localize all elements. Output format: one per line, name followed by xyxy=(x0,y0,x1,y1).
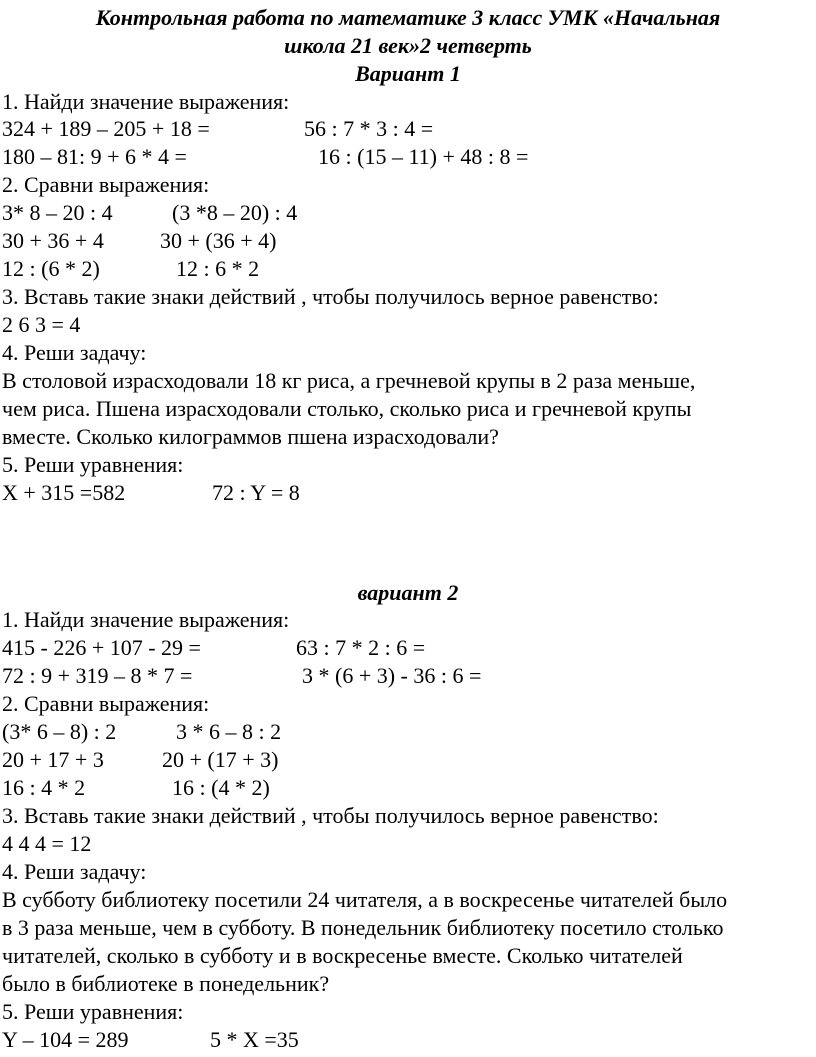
variant-1-heading: Вариант 1 xyxy=(355,61,461,86)
v1-task1-expr-1: 324 + 189 – 205 + 18 = xyxy=(2,116,210,141)
v2-task1-label: 1. Найди значение выражения: xyxy=(2,607,290,632)
v1-task2-right-1: (3 *8 – 20) : 4 xyxy=(172,200,298,225)
document-title-line-2: школа 21 век»2 четверть xyxy=(284,33,532,58)
v1-task3-label: 3. Вставь такие знаки действий , чтобы получилось верное равенство: xyxy=(2,284,659,309)
v1-task4-text-3: вместе. Сколько килограммов пшена израсходовали? xyxy=(2,424,499,449)
v1-task2-right-2: 30 + (36 + 4) xyxy=(160,228,277,253)
v1-task1-expr-2: 56 : 7 * 3 : 4 = xyxy=(304,116,434,141)
v2-task4-label: 4. Реши задачу: xyxy=(2,859,147,884)
v2-task5-equation-1: Y – 104 = 289 xyxy=(2,1027,129,1052)
v1-task2-left-3: 12 : (6 * 2) xyxy=(2,256,100,281)
v2-task5-equation-2: 5 * Х =35 xyxy=(210,1027,299,1052)
v1-task2-label: 2. Сравни выражения: xyxy=(2,172,210,197)
document-title-line-1: Контрольная работа по математике 3 класс УМК «Начальная xyxy=(95,5,721,30)
v1-task5-equation-1: Х + 315 =582 xyxy=(2,480,126,505)
v2-task2-left-3: 16 : 4 * 2 xyxy=(2,775,86,800)
v1-task1-expr-4: 16 : (15 – 11) + 48 : 8 = xyxy=(318,144,529,169)
v1-task2-left-2: 30 + 36 + 4 xyxy=(2,228,104,253)
v2-task4-text-4: было в библиотеке в понедельник? xyxy=(2,971,330,996)
v1-task5-equation-2: 72 : Y = 8 xyxy=(212,480,300,505)
v2-task2-right-2: 20 + (17 + 3) xyxy=(162,747,279,772)
v1-task3-expr: 2 6 3 = 4 xyxy=(2,312,81,337)
variant-2-heading: вариант 2 xyxy=(357,580,459,605)
v2-task1-expr-4: 3 * (6 + 3) - 36 : 6 = xyxy=(302,663,482,688)
v2-task3-expr: 4 4 4 = 12 xyxy=(2,831,92,856)
v1-task1-expr-3: 180 – 81: 9 + 6 * 4 = xyxy=(2,144,187,169)
v2-task2-right-3: 16 : (4 * 2) xyxy=(172,775,270,800)
v2-task3-label: 3. Вставь такие знаки действий , чтобы получилось верное равенство: xyxy=(2,803,659,828)
v1-task1-label: 1. Найди значение выражения: xyxy=(2,89,290,114)
v2-task5-label: 5. Реши уравнения: xyxy=(2,999,184,1024)
v2-task4-text-1: В субботу библиотеку посетили 24 читателя, а в воскресенье читателей было xyxy=(2,887,728,912)
v2-task4-text-2: в 3 раза меньше, чем в субботу. В понедельник библиотеку посетило столько xyxy=(2,915,724,940)
v1-task2-right-3: 12 : 6 * 2 xyxy=(176,256,260,281)
v2-task2-left-1: (3* 6 – 8) : 2 xyxy=(2,719,117,744)
v2-task2-left-2: 20 + 17 + 3 xyxy=(2,747,104,772)
v2-task4-text-3: читателей, сколько в субботу и в воскресенье вместе. Сколько читателей xyxy=(2,943,683,968)
v2-task2-label: 2. Сравни выражения: xyxy=(2,691,210,716)
v1-task4-text-1: В столовой израсходовали 18 кг риса, а гречневой крупы в 2 раза меньше, xyxy=(2,368,696,393)
v1-task4-text-2: чем риса. Пшена израсходовали столько, сколько риса и гречневой крупы xyxy=(2,396,692,421)
v1-task4-label: 4. Реши задачу: xyxy=(2,340,147,365)
v2-task1-expr-2: 63 : 7 * 2 : 6 = xyxy=(296,635,426,660)
v2-task1-expr-3: 72 : 9 + 319 – 8 * 7 = xyxy=(2,663,193,688)
v2-task2-right-1: 3 * 6 – 8 : 2 xyxy=(176,719,282,744)
v2-task1-expr-1: 415 - 226 + 107 - 29 = xyxy=(2,635,201,660)
v1-task2-left-1: 3* 8 – 20 : 4 xyxy=(2,200,113,225)
v1-task5-label: 5. Реши уравнения: xyxy=(2,452,184,477)
